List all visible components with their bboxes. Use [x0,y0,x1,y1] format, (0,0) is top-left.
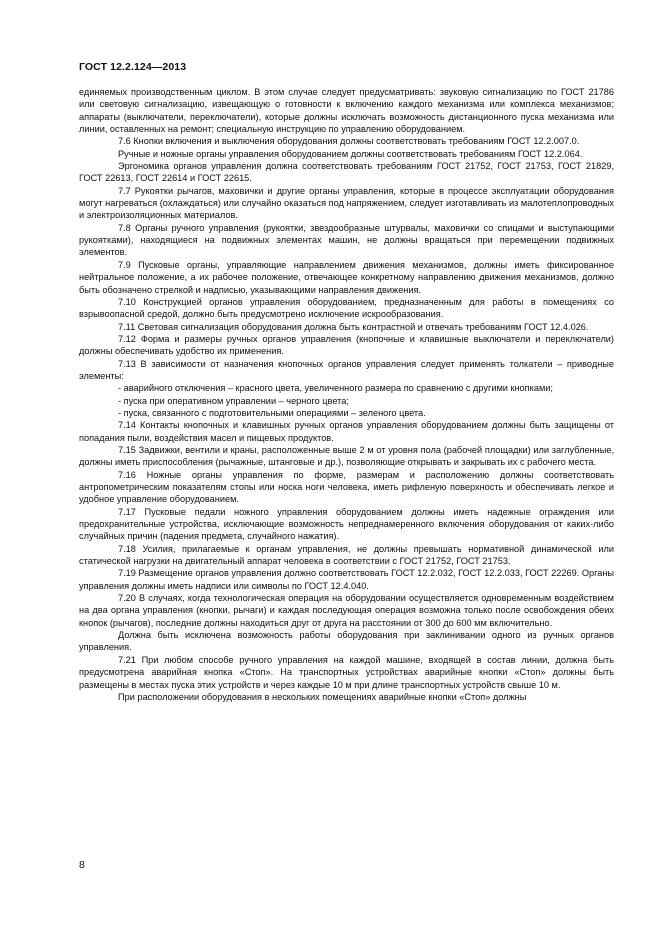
body-paragraph: 7.18 Усилия, прилагаемые к органам управления, не должны превышать нормативной динамической или статической нагрузки на двигательный аппарат человека в соответствии с ГОСТ 21752, ГОСТ 21753. [79,543,614,567]
list-item: - аварийного отключения – красного цвета, увеличенного размера по сравнению с другими кнопками; [118,383,553,394]
body-paragraph: 7.15 Задвижки, вентили и краны, расположенные выше 2 м от уровня пола (рабочей площадки) или заглубленные, должны иметь приспособления (рычажные, штанговые и др.), позволяющие открывать и закрывать их с рабочего места. [79,444,614,468]
body-paragraph: 7.8 Органы ручного управления (рукоятки, звездообразные штурвалы, маховички со спицами и выступающими рукоятками), находящиеся на подвижных элементах машин, не должны вращаться при перемещении подвижных элементов. [79,222,614,258]
body-paragraph: 7.13 В зависимости от назначения кнопочных органов управления следует применять толкатели – приводные элементы: [79,358,614,381]
body-paragraph: 7.20 В случаях, когда технологическая операция на оборудовании осуществляется одновременным воздействием на два органа управления (кнопки, рычаги) и каждая последующая операция возможна только после освобождения обеих кнопок (рычагов), последние должны находиться друг от друга на расстоянии от 300 до 600 мм включительно. [79,593,614,628]
body-paragraph: 7.17 Пусковые педали ножного управления оборудованием должны иметь надежные ограждения или предохранительные устройства, исключающие возможность непреднамеренного включения оборудования от каких-либо случайных причин (падения предмета, случайного нажатия). [79,506,614,542]
body-paragraph: При расположении оборудования в нескольких помещениях аварийные кнопки «Стоп» должны [118,691,527,702]
body-paragraph: 7.7 Рукоятки рычагов, маховички и другие органы управления, которые в процессе эксплуатации оборудования могут нагреваться (охлаждаться) или случайно оказаться под напряжением, следует изготавливать из малотеплопроводных и электроизоляционных материалов. [79,185,614,221]
body-paragraph: 7.12 Форма и размеры ручных органов управления (кнопочные и клавишные выключатели и переключатели) должны обеспечивать удобство их применения. [79,333,614,357]
document-header: ГОСТ 12.2.124—2013 [79,61,187,73]
body-paragraph: 7.16 Ножные органы управления по форме, размерам и расположению должны соответствовать антропометрическим показателям стопы или носка ноги человека, иметь рифленую поверхность и обеспечивать легкое и удобное управление оборудованием. [79,469,614,505]
body-paragraph: Эргономика органов управления должна соответствовать требованиям ГОСТ 21752, ГОСТ 21753, ГОСТ 21829, ГОСТ 22613, ГОСТ 22614 и ГОСТ 22615. [79,161,614,184]
body-paragraph: 7.14 Контакты кнопочных и клавишных ручных органов управления оборудованием должны быть защищены от попадания пыли, воздействия масел и пищевых продуктов. [79,420,614,443]
body-paragraph: единяемых производственным циклом. В этом случае следует предусматривать: звуковую сигнализацию по ГОСТ 21786 или световую сигнализацию, извещающую о готовности к включению каждого механизма или комплекса механизмов; аппараты (выключатели, переключатели), которые должны исключать возможность дистанционного пуска механизма или линии, оставленных на ремонт; специальную инструкцию по управлению оборудованием. [79,87,614,135]
document-body [79,86,614,703]
body-paragraph: 7.11 Световая сигнализация оборудования должна быть контрастной и отвечать требованиям ГОСТ 12.4.026. [118,321,589,332]
body-paragraph: 7.6 Кнопки включения и выключения оборудования должны соответствовать требованиям ГОСТ 12.2.007.0. [118,136,580,147]
body-paragraph: Ручные и ножные органы управления оборудованием должны соответствовать требованиям ГОСТ 12.2.064. [118,148,583,159]
body-paragraph: 7.9 Пусковые органы, управляющие направлением движения механизмов, должны иметь фиксированное нейтральное положение, а их рабочее положение, отвечающее конкретному направлению движения механизмов, должно быть обозначено стрелкой и надписью, указывающими направления движения. [79,259,614,295]
body-paragraph: 7.19 Размещение органов управления должно соответствовать ГОСТ 12.2.032, ГОСТ 12.2.033, ГОСТ 22269. Органы управления должны иметь надписи или символы по ГОСТ 12.4.040. [79,568,615,591]
list-item: - пуска, связанного с подготовительными операциями – зеленого цвета. [118,407,426,418]
list-item: - пуска при оперативном управлении – черного цвета; [118,395,349,406]
body-paragraph: 7.21 При любом способе ручного управления на каждой машине, входящей в состав линии, должна быть предусмотрена аварийная кнопка «Стоп». На транспортных устройствах аварийные кнопки «Стоп» должны быть размещены в местах пуска этих устройств и через каждые 10 м при длине транспортных устройств свыше 10 м. [79,654,614,690]
page-number: 8 [79,859,85,871]
body-paragraph: 7.10 Конструкцией органов управления оборудованием, предназначенным для работы в помещениях со взрывоопасной средой, должно быть предусмотрено исключение искрообразования. [79,296,614,320]
body-paragraph: Должна быть исключена возможность работы оборудования при заклинивании одного из ручных органов управления. [79,630,614,653]
